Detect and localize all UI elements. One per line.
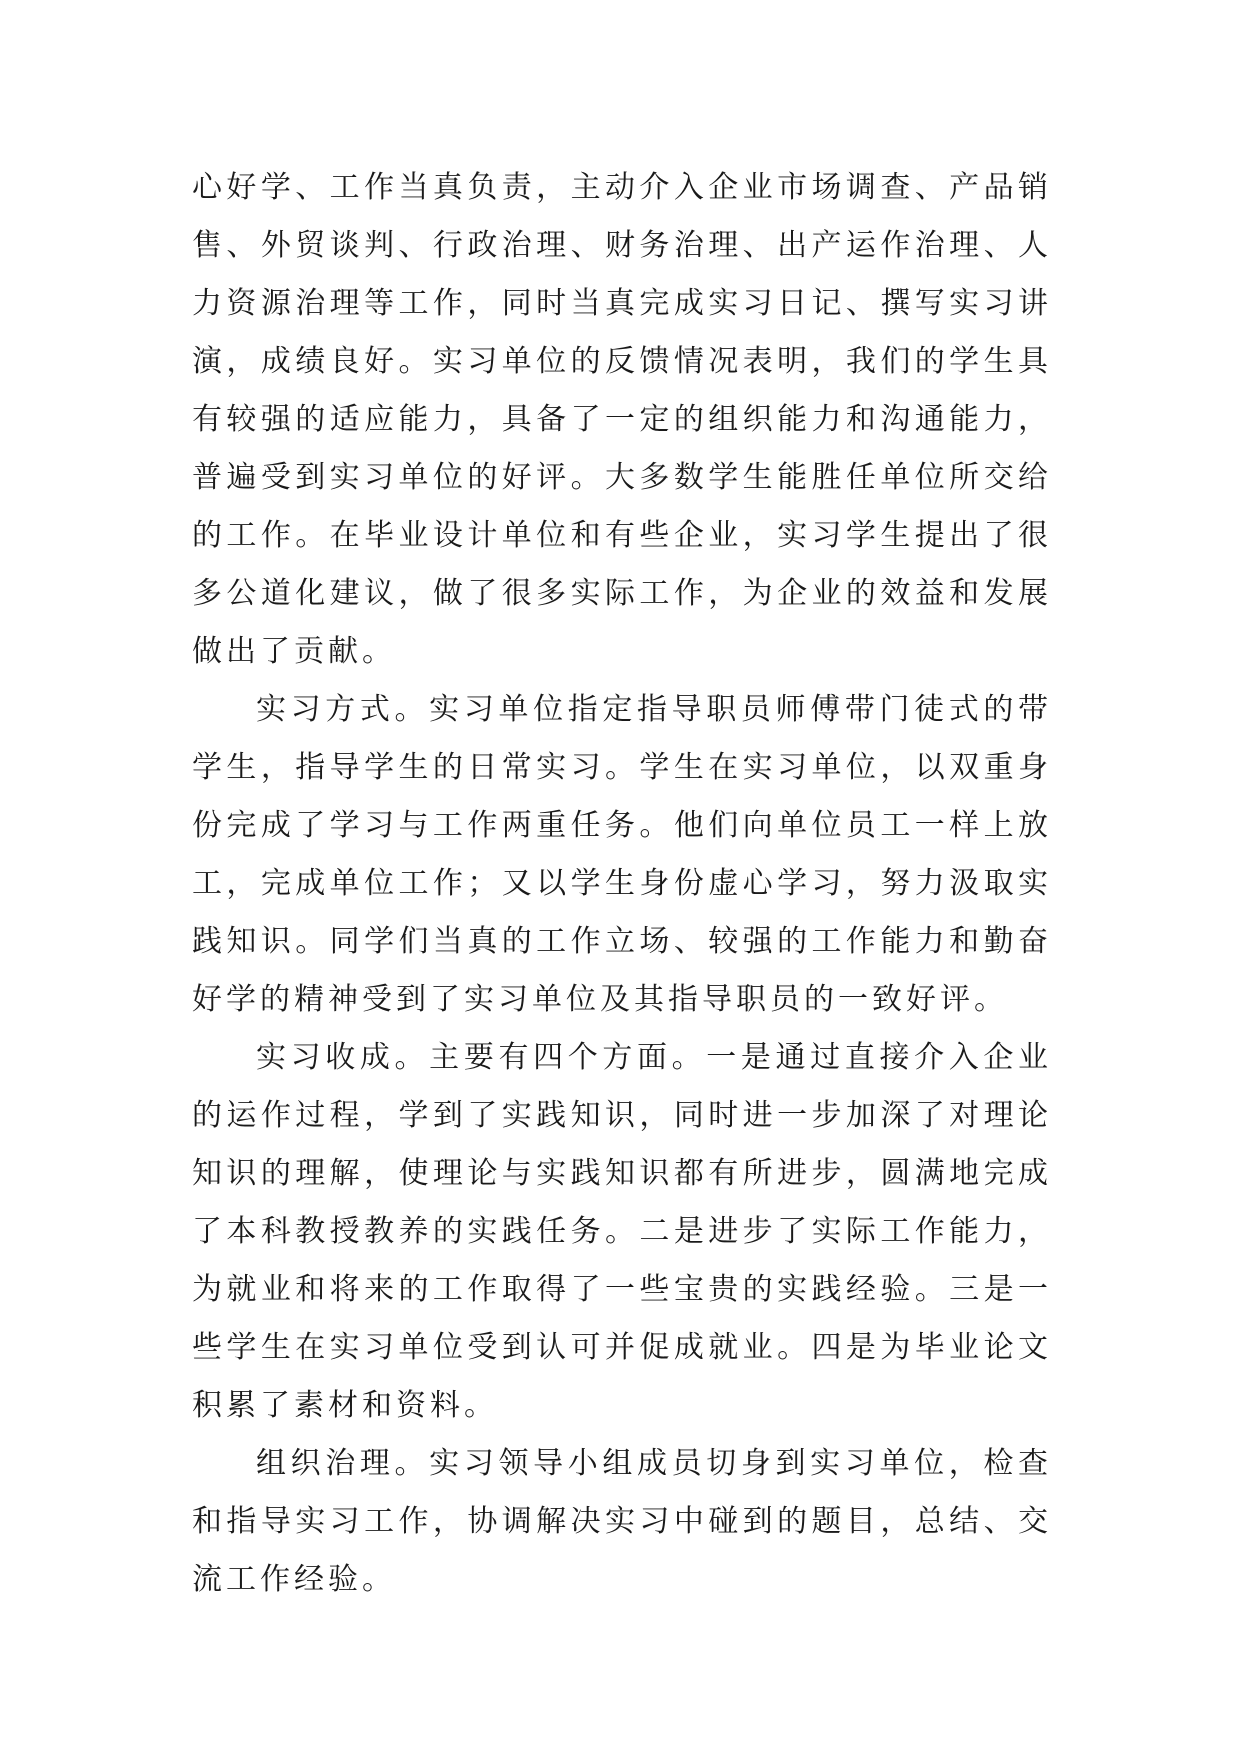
paragraph-internship-gains: 实习收成。主要有四个方面。一是通过直接介入企业的运作过程，学到了实践知识，同时进一步加深了对理论知识的理解，使理论与实践知识都有所进步，圆满地完成了本科教授教养的实践任务。二是进步了实际工作能力，为就业和将来的工作取得了一些宝贵的实践经验。三是一些学生在实习单位受到认可并促成就业。四是为毕业论文积累了素材和资料。 [192, 1040, 1052, 1423]
paragraph-results: 心好学、工作当真负责，主动介入企业市场调查、产品销售、外贸谈判、行政治理、财务治理、出产运作治理、人力资源治理等工作，同时当真完成实习日记、撰写实习讲演，成绩良好。实习单位的反馈情况表明，我们的学生具有较强的适应能力，具备了一定的组织能力和沟通能力，普遍受到实习单位的好评。大多数学生能胜任单位所交给的工作。在毕业设计单位和有些企业，实习学生提出了很多公道化建议，做了很多实际工作，为企业的效益和发展做出了贡献。 [192, 170, 1052, 669]
document-body [192, 159, 1052, 1609]
paragraph-organization-management: 组织治理。实习领导小组成员切身到实习单位，检查和指导实习工作，协调解决实习中碰到的题目，总结、交流工作经验。 [192, 1446, 1052, 1597]
paragraph-internship-method: 实习方式。实习单位指定指导职员师傅带门徒式的带学生，指导学生的日常实习。学生在实习单位，以双重身份完成了学习与工作两重任务。他们向单位员工一样上放工，完成单位工作；又以学生身份虚心学习，努力汲取实践知识。同学们当真的工作立场、较强的工作能力和勤奋好学的精神受到了实习单位及其指导职员的一致好评。 [192, 692, 1052, 1017]
